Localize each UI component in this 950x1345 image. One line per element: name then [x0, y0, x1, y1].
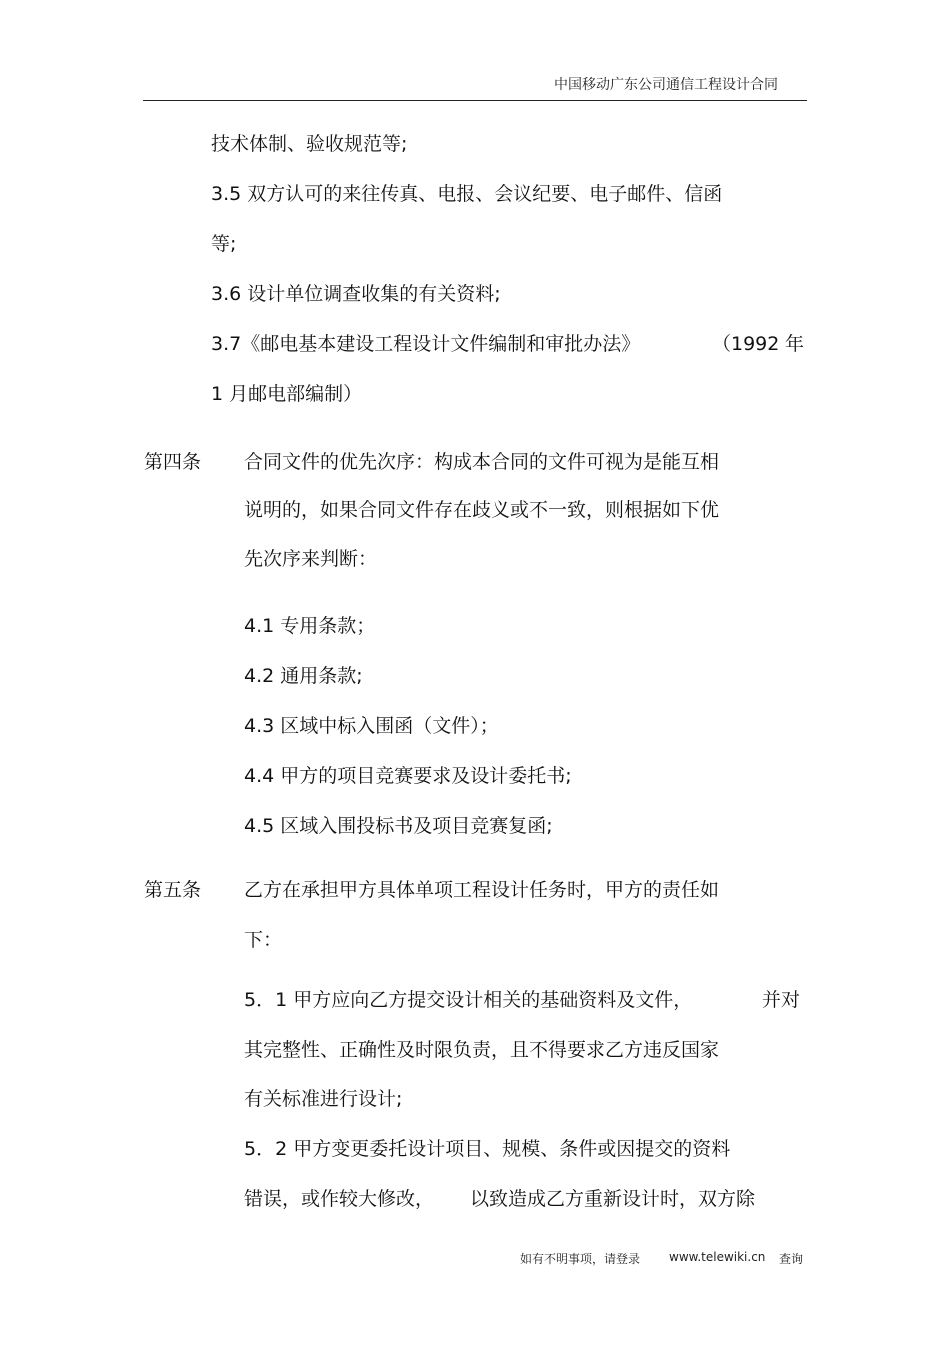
clause-4-2: 4.2 通用条款; [244, 665, 363, 687]
footer-link[interactable]: www.telewiki.cn [669, 1250, 766, 1264]
clause-5-1-line-3: 有关标准进行设计; [244, 1088, 403, 1110]
header-rule [143, 100, 807, 101]
clause-3-5: 3.5 双方认可的来往传真、电报、会议纪要、电子邮件、信函 [211, 183, 723, 205]
clause-5-2-line-2b: 以致造成乙方重新设计时，双方除 [470, 1188, 756, 1210]
clause-5-2: 5．2 甲方变更委托设计项目、规模、条件或因提交的资料 [244, 1138, 731, 1160]
article-4-line-3: 先次序来判断： [244, 548, 378, 570]
article-5-label: 第五条 [144, 879, 202, 901]
footer-text: 如有不明事项，请登录 [520, 1252, 641, 1266]
clause-3-7-cont: 1 月邮电部编制） [211, 383, 363, 405]
clause-5-2-line-2a: 错误，或作较大修改， [244, 1188, 435, 1210]
clause-5-1-line-2: 其完整性、正确性及时限负责，且不得要求乙方违反国家 [244, 1039, 720, 1061]
clause-3-7-year: （1992 [712, 333, 780, 355]
clause-5-1-tail: 并对 [762, 989, 801, 1011]
clause-3-7: 3.7《邮电基本建设工程设计文件编制和审批办法》 [211, 333, 641, 355]
article-5-line-2: 下： [244, 929, 283, 951]
clause-3-5-cont: 等; [211, 233, 237, 255]
footer-text-end: 查询 [779, 1252, 804, 1266]
article-4-label: 第四条 [144, 451, 202, 473]
article-4-line-1: 合同文件的优先次序：构成本合同的文件可视为是能互相 [244, 451, 720, 473]
clause-4-4: 4.4 甲方的项目竞赛要求及设计委托书; [244, 765, 572, 787]
text-line: 技术体制、验收规范等; [211, 133, 408, 155]
clause-5-1: 5．1 甲方应向乙方提交设计相关的基础资料及文件， [244, 989, 693, 1011]
article-5-line-1: 乙方在承担甲方具体单项工程设计任务时，甲方的责任如 [244, 879, 720, 901]
clause-4-5: 4.5 区域入围投标书及项目竞赛复函; [244, 815, 553, 837]
clause-4-1: 4.1 专用条款； [244, 615, 376, 637]
clause-3-7-year-unit: 年 [785, 333, 805, 355]
header-title: 中国移动广东公司通信工程设计合同 [554, 77, 778, 93]
clause-4-3: 4.3 区域中标入围函（文件）； [244, 715, 499, 737]
clause-3-6: 3.6 设计单位调查收集的有关资料; [211, 283, 501, 305]
article-4-line-2: 说明的，如果合同文件存在歧义或不一致，则根据如下优 [244, 499, 720, 521]
